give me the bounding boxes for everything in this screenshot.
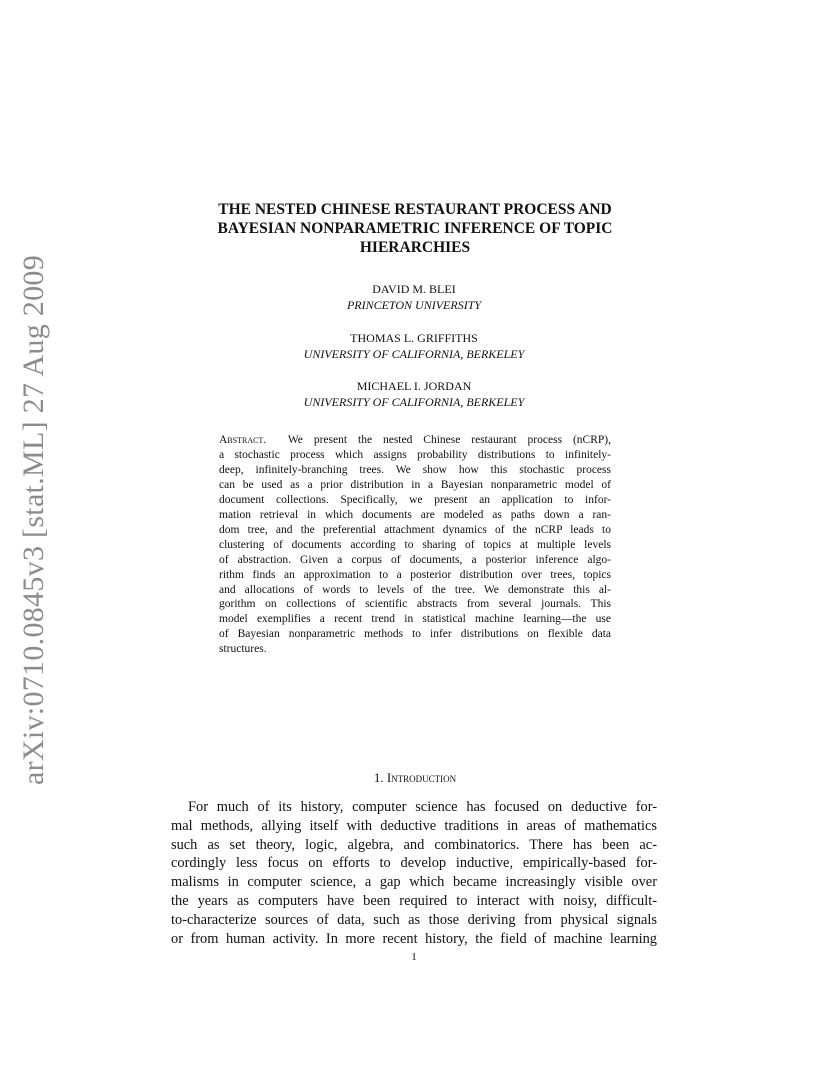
body-line: For much of its history, computer science has focused on deductive for- bbox=[188, 799, 657, 815]
author-affiliation: PRINCETON UNIVERSITY bbox=[346, 298, 482, 312]
body-line: cordingly less focus on efforts to develop inductive, empirically-based for- bbox=[171, 855, 657, 872]
abstract-line: can be used as a prior distribution in a Bayesian nonparametric model of bbox=[219, 478, 611, 491]
abstract-line: of abstraction. Given a corpus of documents, a posterior inference algo- bbox=[219, 553, 611, 566]
abstract-line: document collections. Specifically, we present an application to infor- bbox=[219, 493, 611, 506]
author-affiliation: UNIVERSITY OF CALIFORNIA, BERKELEY bbox=[303, 395, 525, 409]
abstract bbox=[219, 433, 611, 657]
title-line: BAYESIAN NONPARAMETRIC INFERENCE OF TOPIC bbox=[217, 220, 613, 237]
abstract-line: structures. bbox=[219, 643, 267, 656]
author-block bbox=[200, 281, 628, 313]
abstract-label: Abstract. bbox=[219, 434, 267, 446]
body-line: or from human activity. In more recent history, the field of machine learning bbox=[171, 930, 657, 947]
paper-title bbox=[170, 200, 660, 257]
author-affiliation: UNIVERSITY OF CALIFORNIA, BERKELEY bbox=[303, 347, 525, 361]
body-line: malisms in computer science, a gap which became increasingly visible over bbox=[171, 874, 657, 891]
abstract-line bbox=[219, 433, 611, 448]
arxiv-identifier-text: arXiv:0710.0845v3 [stat.ML] 27 Aug 2009 bbox=[17, 255, 50, 785]
section-title: Introduction bbox=[386, 770, 457, 785]
author-name: DAVID M. BLEI bbox=[372, 282, 456, 296]
abstract-line: rithm finds an approximation to a posterior distribution over trees, topics bbox=[219, 568, 611, 581]
abstract-first-line: We present the nested Chinese restaurant process (nCRP), bbox=[287, 434, 611, 446]
author-name: MICHAEL I. JORDAN bbox=[356, 379, 472, 393]
body-paragraph bbox=[171, 798, 657, 948]
abstract-line: dom tree, and the preferential attachment dynamics of the nCRP leads to bbox=[219, 523, 611, 536]
title-line: HIERARCHIES bbox=[359, 239, 471, 256]
page-number: 1 bbox=[411, 951, 417, 963]
body-line: such as set theory, logic, algebra, and combinatorics. There has been ac- bbox=[171, 836, 657, 853]
body-line: mal methods, allying itself with deductive traditions in areas of mathematics bbox=[171, 817, 657, 834]
abstract-line: and allocations of words to levels of the tree. We demonstrate this al- bbox=[219, 583, 611, 596]
author-block bbox=[200, 330, 628, 362]
title-line: THE NESTED CHINESE RESTAURANT PROCESS AND bbox=[218, 201, 612, 218]
author-name: THOMAS L. GRIFFITHS bbox=[350, 331, 478, 345]
body-line: to-characterize sources of data, such as those deriving from physical signals bbox=[171, 911, 657, 928]
section-heading bbox=[170, 770, 660, 786]
abstract-line: clustering of documents according to sharing of topics at multiple levels bbox=[219, 538, 611, 551]
abstract-line: model exemplifies a recent trend in statistical machine learning—the use bbox=[219, 613, 611, 626]
body-line: the years as computers have been required to interact with noisy, difficult- bbox=[171, 892, 657, 909]
section-number: 1. bbox=[373, 770, 384, 785]
abstract-line: gorithm on collections of scientific abstracts from several journals. This bbox=[219, 598, 611, 611]
abstract-line: mation retrieval in which documents are modeled as paths down a ran- bbox=[219, 508, 611, 521]
author-block bbox=[200, 378, 628, 410]
abstract-line: deep, infinitely-branching trees. We show how this stochastic process bbox=[219, 463, 611, 476]
abstract-line: of Bayesian nonparametric methods to infer distributions on flexible data bbox=[219, 628, 611, 641]
abstract-line: a stochastic process which assigns probability distributions to infinitely- bbox=[219, 448, 611, 461]
